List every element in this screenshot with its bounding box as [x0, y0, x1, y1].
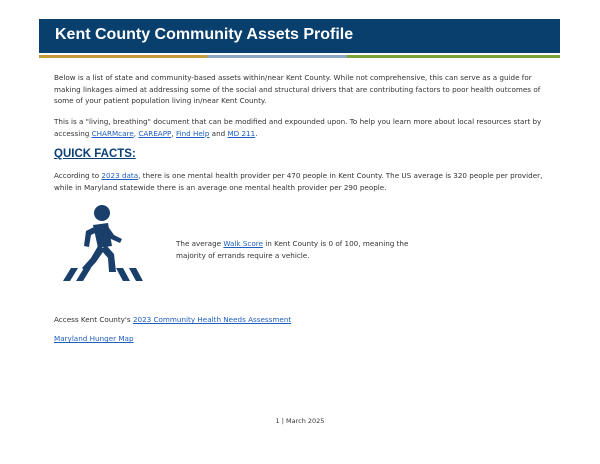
quick-facts-heading: QUICK FACTS: — [54, 148, 136, 160]
living-document-text: This is a "living, breathing" document that can be modified and expounded upon. To help you learn more about local resources start by accessing — [54, 117, 542, 138]
accent-bar-green — [347, 55, 560, 58]
walk-text: in Kent County is 0 of 100, meaning the majority of errands require a vehicle. — [176, 239, 409, 260]
page-footer — [0, 417, 600, 425]
md-211-link[interactable]: MD 211 — [227, 128, 256, 138]
accent-bar-gold — [39, 55, 207, 58]
careapp-link[interactable]: CAREAPP — [138, 128, 172, 138]
footer-date: March 2025 — [286, 417, 325, 425]
page-title: Kent County Community Assets Profile — [55, 26, 354, 43]
mental-health-fact — [54, 170, 544, 193]
accent-bar-blue — [207, 55, 347, 58]
living-document-paragraph — [54, 116, 544, 139]
footer-separator: | — [279, 417, 287, 425]
fact-text: , there is one mental health provider per 470 people in Kent County. The US average is 320 people per provider, while in Maryland statewide there is an average one mental health provider per 290 people. — [54, 171, 543, 192]
community-health-needs-assessment-link[interactable]: 2023 Community Health Needs Assessment — [132, 315, 292, 324]
maryland-hunger-map-link[interactable]: Maryland Hunger Map — [54, 334, 134, 343]
pedestrian-crossing-icon — [56, 202, 144, 284]
walk-prefix: The average — [176, 239, 224, 248]
page-number: 1 — [275, 417, 280, 425]
intro-paragraph: Below is a list of state and community-based assets within/near Kent County. While not comprehensive, this can serve as a guide for making linkages aimed at addressing some of the social and structural drivers that are contributing factors to poor health outcomes of some of your patient population living in/near Kent County. — [54, 73, 541, 105]
hunger-line — [54, 333, 544, 345]
header-banner — [39, 19, 560, 53]
separator: , — [133, 128, 139, 138]
cha-prefix: Access Kent County's — [54, 315, 133, 324]
fact-prefix: According to — [54, 171, 102, 180]
separator: and — [209, 128, 228, 138]
separator: , — [171, 128, 176, 138]
walk-score-link[interactable]: Walk Score — [223, 239, 263, 248]
find-help-link[interactable]: Find Help — [175, 128, 210, 138]
cha-line — [54, 314, 544, 326]
2023-data-link[interactable]: 2023 data — [101, 171, 139, 180]
charmcare-link[interactable]: CHARMcare — [91, 128, 134, 138]
period: . — [255, 128, 258, 138]
walk-score-fact — [176, 238, 426, 262]
